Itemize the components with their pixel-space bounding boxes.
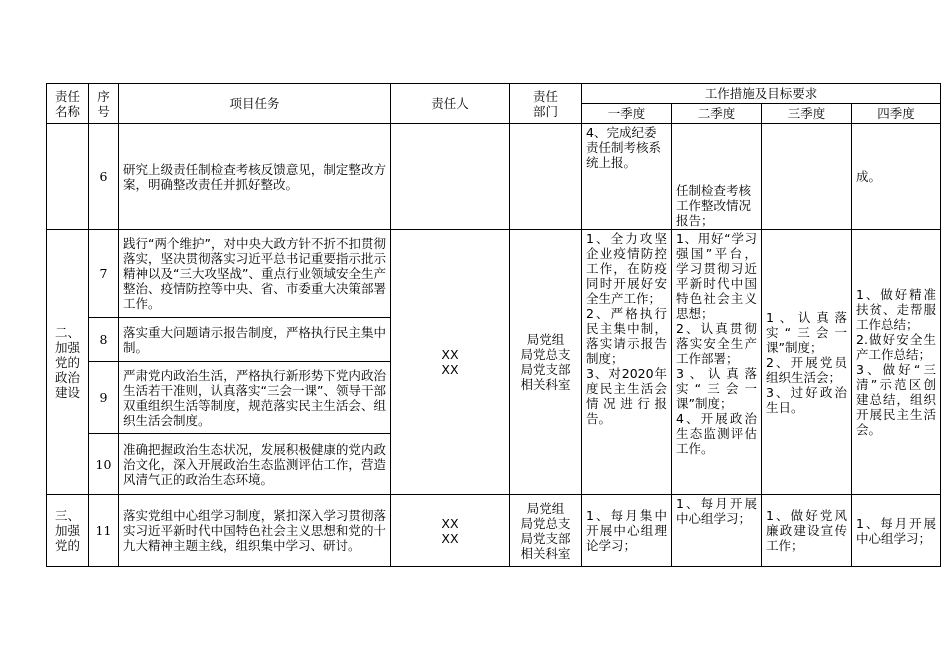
row8-task: 落实重大问题请示报告制度，严格执行民主集中制。 <box>119 318 391 362</box>
row6-person <box>391 124 510 230</box>
group3-dept: 局党组 局党总支 局党支部 相关科室 <box>510 495 582 567</box>
header-q2: 二季度 <box>672 104 762 124</box>
row6-q2: 任制检查考核工作整改情况报告； <box>672 124 762 230</box>
header-person: 责任人 <box>391 84 510 124</box>
group2-dept: 局党组 局党总支 局党支部 相关科室 <box>510 230 582 495</box>
header-row <box>47 84 941 104</box>
row6-task: 研究上级责任制检查考核反馈意见，制定整改方案，明确整改责任并抓好整改。 <box>119 124 391 230</box>
header-resp-name: 责任 名称 <box>47 84 89 124</box>
row6-dept <box>510 124 582 230</box>
group3-q3: 1、做好党风廉政建设宣传工作； <box>762 495 852 567</box>
group2-q3: 1、认真落实“三会一课”制度； 2、开展党员组织生活会； 3、过好政治生日。 <box>762 230 852 495</box>
group2-q1: 1、全力攻坚企业疫情防控工作，在防疫同时开展好安全生产工作； 2、严格执行民主集中制，落实请示报告制度； 3、对2020年度民主生活会情况进行报告。 <box>582 230 672 495</box>
group3-q4: 1、每月开展中心组学习； <box>852 495 941 567</box>
header-dept: 责任 部门 <box>510 84 582 124</box>
group2-q4: 1、做好精准扶贫、走帮服工作总结； 2.做好安全生产工作总结； 3、做好“三清”示范区创建总结，组织开展民主生活会。 <box>852 230 941 495</box>
group3-person: XX XX <box>391 495 510 567</box>
row9-seq: 9 <box>89 362 119 434</box>
group2-person: XX XX <box>391 230 510 495</box>
group3-name: 三、 加强 党的 <box>47 495 89 567</box>
header-project-task: 项目任务 <box>119 84 391 124</box>
row10-task: 准确把握政治生态状况，发展积极健康的党内政治文化，深入开展政治生态监测评估工作，营造风清气正的政治生态环境。 <box>119 434 391 495</box>
row11-seq: 11 <box>89 495 119 567</box>
group2-name: 二、 加强 党的 政治 建设 <box>47 230 89 495</box>
row9-task: 严肃党内政治生活，严格执行新形势下党内政治生活若干准则，认真落实“三会一课”、领导干部双重组织生活等制度，规范落实民主生活会、组织生活会制度。 <box>119 362 391 434</box>
row6-q3 <box>762 124 852 230</box>
responsibility-table <box>46 83 941 567</box>
row11-task: 落实党组中心组学习制度，紧扣深入学习贯彻落实习近平新时代中国特色社会主义思想和党的十九大精神主题主线，组织集中学习、研讨。 <box>119 495 391 567</box>
row10-seq: 10 <box>89 434 119 495</box>
row6-seq: 6 <box>89 124 119 230</box>
header-q1: 一季度 <box>582 104 672 124</box>
header-seq: 序 号 <box>89 84 119 124</box>
group2-q2: 1、用好“学习强国”平台，学习贯彻习近平新时代中国特色社会主义思想； 2、认真贯彻落实安全生产工作部署； 3、认真落实“三会一课”制度； 4、开展政治生态监测评估工作。 <box>672 230 762 495</box>
table-row-11 <box>47 495 941 567</box>
row8-seq: 8 <box>89 318 119 362</box>
row7-task: 践行“两个维护”，对中央大政方针不折不扣贯彻落实，坚决贯彻落实习近平总书记重要指示批示精神以及“三大攻坚战”、重点行业领域安全生产整治、疫情防控等中央、省、市委重大决策部署工作。 <box>119 230 391 318</box>
row6-q4: 成。 <box>852 124 941 230</box>
header-measures: 工作措施及目标要求 <box>582 84 941 104</box>
row7-seq: 7 <box>89 230 119 318</box>
header-q4: 四季度 <box>852 104 941 124</box>
row6-resp-name <box>47 124 89 230</box>
header-q3: 三季度 <box>762 104 852 124</box>
group3-q1: 1、每月集中开展中心组理论学习； <box>582 495 672 567</box>
group3-q2: 1、每月开展中心组学习； <box>672 495 762 567</box>
table-row-6 <box>47 124 941 230</box>
row6-q1: 4、完成纪委责任制考核系统上报。 <box>582 124 672 230</box>
table-row-7 <box>47 230 941 318</box>
